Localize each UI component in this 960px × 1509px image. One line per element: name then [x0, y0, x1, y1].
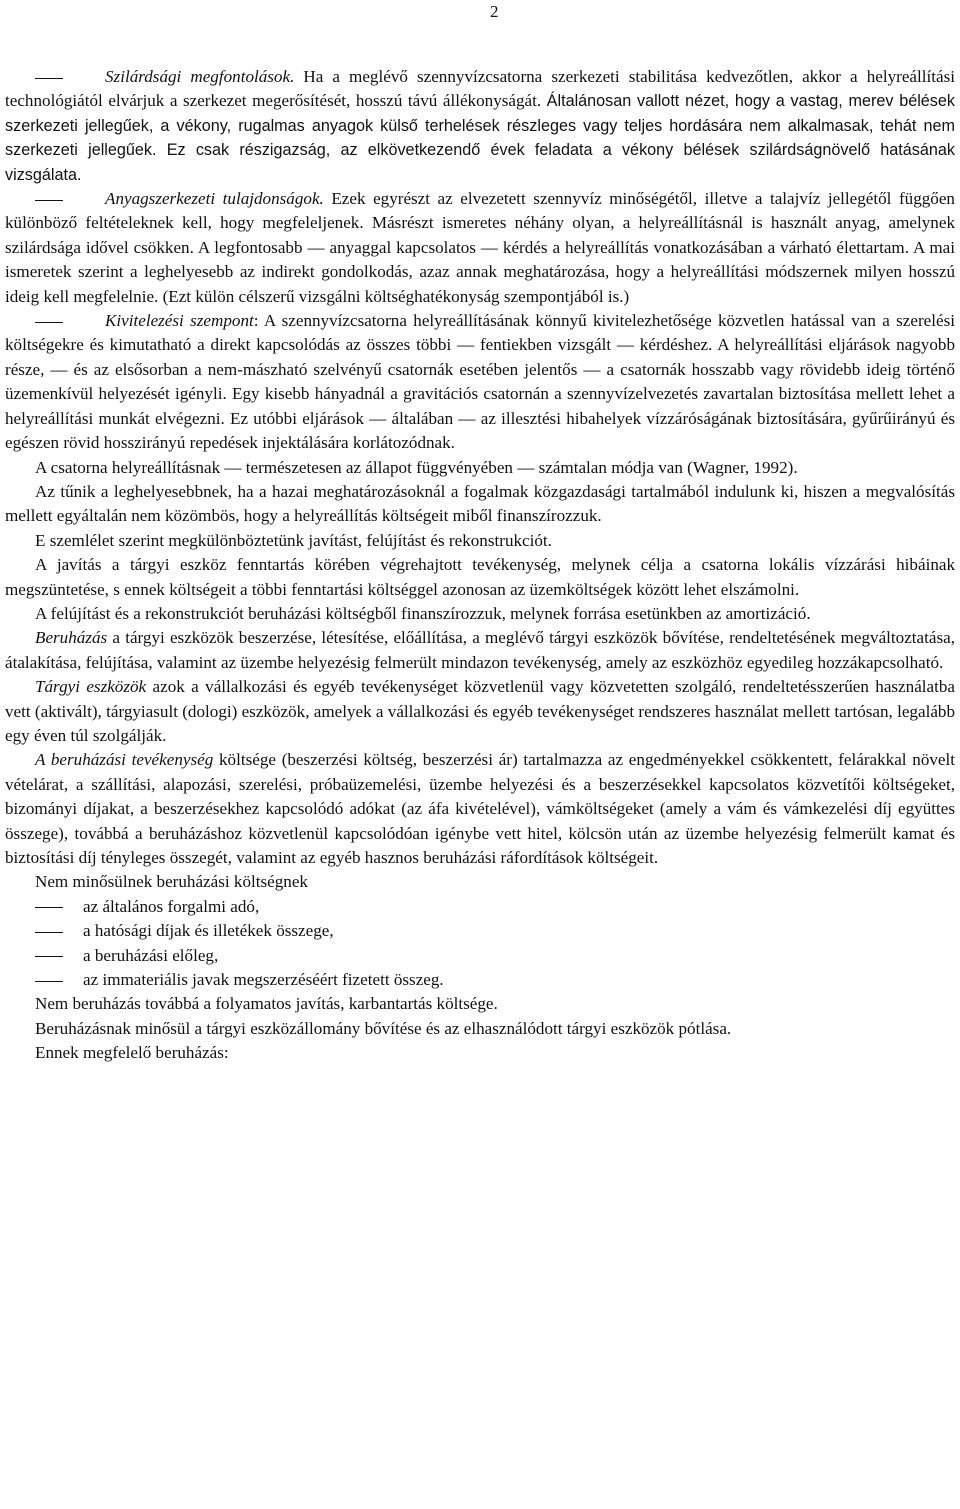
- paragraph-investment: [5, 626, 955, 675]
- investment-activity-term: A beruházási tevékenység: [35, 750, 214, 770]
- strength-text-a: Ha a meglévő szennyvízcsatorna szerkezeti stabilitása kedvezőtlen, akkor a helyreállítási technológiától elvárjuk a szerkezet megerősítését, hosszú távú állékonyságát.: [5, 67, 955, 111]
- paragraph-qualifies: Beruházásnak minősül a tárgyi eszközállomány bővítése és az elhasználódott tárgyi eszközök pótlása.: [35, 1018, 732, 1038]
- construction-text: : A szennyvízcsatorna helyreállításának könnyű kivitelezhetősége közvetlen hatással van a szerelési költségekre és kimutatható a direkt kapcsolódás az összes többi ― fentiekben vizsgált ― kérdéshez. A helyreállítási eljárások nagyobb része, ― és az elsősorban a nem-mászható szelvényű csatornák esetében jelentős ― a csatornák hosszabb vagy rövidebb ideig történő üzemenkívül helyezését igényli. Egy kisebb hányadnál a gravitációs csatornán a szennyvízelvezetés zavartalan biztosítása mellett lehet a helyreállítási munkát elvégezni. Ez utóbbi eljárások ― általában ― az illesztési hibahelyek vízzáróságának biztosítására, gyűrűirányú és egészen rövid hosszirányú repedések injektálására korlátozódnak.: [5, 311, 955, 453]
- paragraph-not-investment: Nem beruházás továbbá a folyamatos javítás, karbantartás költsége.: [35, 994, 498, 1014]
- page-number: 2: [490, 2, 499, 21]
- list-item-text: a beruházási előleg,: [83, 945, 219, 965]
- investment-term: Beruházás: [35, 628, 108, 648]
- paragraph-construction: [5, 309, 955, 455]
- paragraph-economics: Az tűnik a leghelyesebbnek, ha a hazai meghatározásoknál a fogalmak közgazdasági tartalmából indulunk ki, hiszen a megvalósítás mellett egyáltalán nem közömbös, hogy a helyreállítás költségeit miből finanszírozzuk.: [5, 481, 955, 526]
- investment-activity-text: költsége (beszerzési költség, beszerzési ár) tartalmazza az engedményekkel csökkentett, felárakkal növelt vételárat, a szállítási, alapozási, szerelési, próbaüzemelési, üzembe helyezési és a beszerzésekkel kapcsolatos közvetítői költségeket, bizományi díjakat, a beszerzésekhez kapcsolódó adókat (az áfa kivételével), vámköltségeket (amely a vám és vámkezelési díj együttes összege), továbbá a beruházáshoz közvetlenül kapcsolódóan igénybe vett hitel, kölcsön után az üzembe helyezésig felmerült kamat és biztosítási díj tényleges összegét, valamint az egyéb hasznos beruházási ráfordítások költségeit.: [5, 750, 955, 867]
- paragraph-accordingly: Ennek megfelelő beruházás:: [35, 1043, 229, 1063]
- dash-bullet: [35, 907, 63, 908]
- dash-bullet: [35, 322, 63, 323]
- list-item: [5, 968, 955, 992]
- dash-bullet: [35, 200, 63, 201]
- paragraph-not-costs: Nem minősülnek beruházási költségnek: [35, 872, 308, 892]
- paragraph-tangible-assets: [5, 675, 955, 748]
- strength-heading: Szilárdsági megfontolások.: [105, 67, 295, 86]
- document-body: [5, 65, 955, 1066]
- construction-heading: Kivitelezési szempont: [105, 311, 254, 331]
- paragraph-investment-activity: [5, 748, 955, 870]
- paragraph-methods: A csatorna helyreállításnak ― természetesen az állapot függvényében ― számtalan módja van (Wagner, 1992).: [35, 457, 798, 477]
- list-item-text: a hatósági díjak és illetékek összege,: [83, 921, 334, 941]
- material-heading: Anyagszerkezeti tulajdonságok.: [105, 189, 324, 209]
- paragraph-renewal: A felújítást és a rekonstrukciót beruházási költségből finanszírozzuk, melynek forrása esetünkben az amortizáció.: [35, 603, 811, 623]
- paragraph-distinction: E szemlélet szerint megkülönböztetünk javítást, felújítást és rekonstrukciót.: [35, 530, 552, 550]
- tangible-assets-text: azok a vállalkozási és egyéb tevékenységet közvetlenül vagy közvetetten szolgáló, rendeltetésszerűen használatba vett (aktivált), tárgyiasult (dologi) eszközök, amelyek a vállalkozási és egyéb tevékenységet rendszeres használat mellett tartósan, legalább egy éven túl szolgálják.: [5, 677, 955, 745]
- dash-bullet: [35, 932, 63, 933]
- paragraph-repair: A javítás a tárgyi eszköz fenntartás körében végrehajtott tevékenység, melynek célja a csatorna lokális vízzárási hibáinak megszüntetése, s ennek költségeit a többi fenntartási költséggel azonosan az üzemköltségek között lehet elszámolni.: [5, 555, 955, 599]
- dash-bullet: [35, 956, 63, 957]
- strength-text-c: Ez csak részigazság, az elkövetkezendő évek feladata a vékony bélések szilárdságnövelő hatásának vizsgálata.: [5, 141, 956, 184]
- tangible-assets-term: Tárgyi eszközök: [35, 677, 147, 697]
- exclusion-list: [5, 895, 955, 993]
- list-item-text: az általános forgalmi adó,: [83, 896, 260, 916]
- strength-text-b: Általánosan vallott nézet, hogy a vastag, merev bélések szerkezeti jellegűek, a vékony, rugalmas anyagok külső terhelések részleges vagy teljes hordására nem alkalmasak, tehát nem szerkezeti jellegűek.: [5, 92, 955, 160]
- paragraph-strength: [5, 65, 955, 187]
- dash-bullet: [35, 78, 63, 79]
- investment-text: a tárgyi eszközök beszerzése, létesítése, előállítása, a meglévő tárgyi eszközök bővítése, rendeltetésének megváltoztatása, átalakítása, felújítása, valamint az üzembe helyezésig felmerült mindazon tevékenység, amely az eszközhöz egyedileg hozzákapcsolható.: [5, 628, 955, 672]
- paragraph-material: [5, 187, 955, 309]
- list-item: [5, 944, 955, 968]
- list-item: [5, 919, 955, 943]
- list-item-text: az immateriális javak megszerzéséért fizetett összeg.: [83, 970, 444, 990]
- material-text: Ezek egyrészt az elvezetett szennyvíz minőségétől, illetve a talajvíz jellegétől függően különböző feltételeknek kell, hogy megfeleljenek. Másrészt ismeretes néhány olyan, a helyreállításnál is használt anyag, amelynek szilárdsága idővel csökken. A legfontosabb ― anyaggal kapcsolatos ― kérdés a helyreállítás vonatkozásában a várható élettartam. A mai ismeretek szerint a leghelyesebb az indirekt gondolkodás, azaz annak meghatározása, hogy a helyreállítási módszernek milyen hosszú ideig kell megfelelnie. (Ezt külön célszerű vizsgálni költséghatékonyság szempontjából is.): [5, 189, 955, 306]
- dash-bullet: [35, 981, 63, 982]
- list-item: [5, 895, 955, 919]
